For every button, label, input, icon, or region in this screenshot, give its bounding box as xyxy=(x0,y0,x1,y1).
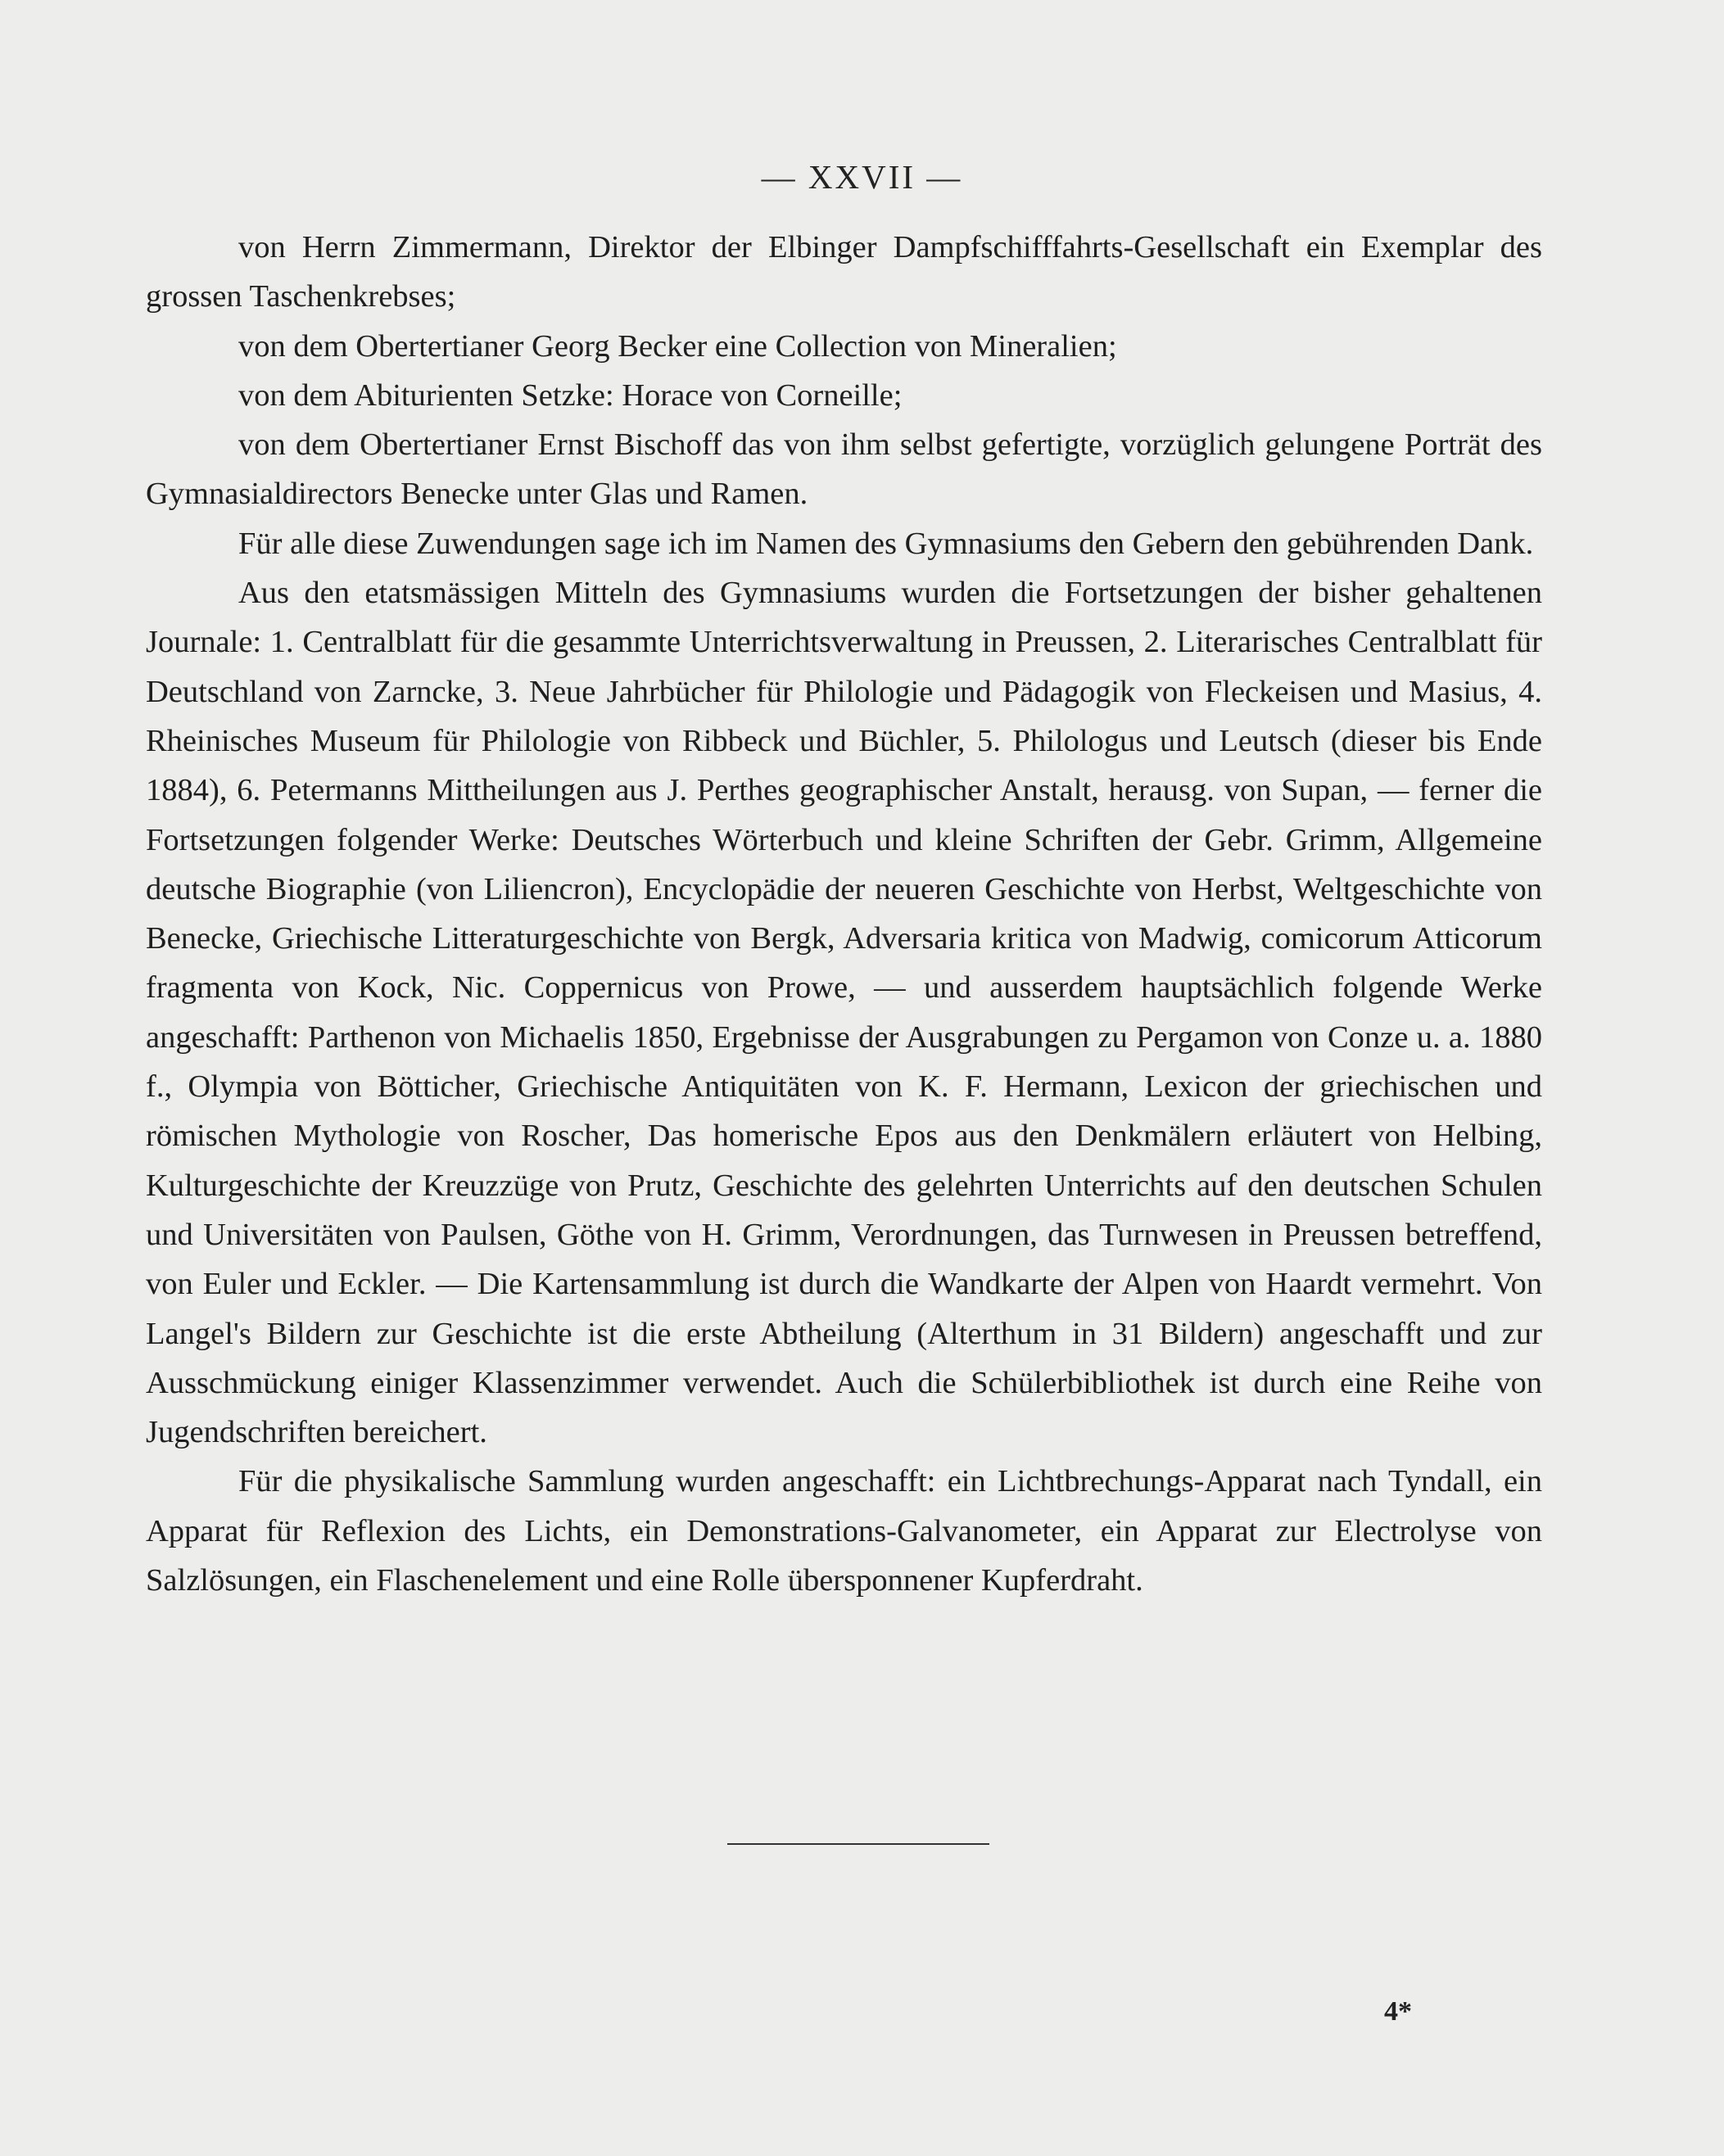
paragraph-setzke: von dem Abiturienten Setzke: Horace von Corneille; xyxy=(238,377,903,413)
paragraph-library-acquisitions: Aus den etatsmässigen Mitteln des Gymnasiums wurden die Fortsetzungen der bisher gehaltenen Journale: 1. Centralblatt für die gesammte Unterrichtsverwaltung in Preussen, 2. Literarisches Centralblatt für Deutschland von Zarncke, 3. Neue Jahrbücher für Philologie und Pädagogik von Fleckeisen und Masius, 4. Rheinisches Museum für Philologie von Ribbeck und Büchler, 5. Philologus und Leutsch (dieser bis Ende 1884), 6. Petermanns Mittheilungen aus J. Perthes geographischer Anstalt, herausg. von Supan, — ferner die Fortsetzungen folgender Werke: Deutsches Wörterbuch und kleine Schriften der Gebr. Grimm, Allgemeine deutsche Biographie (von Liliencron), Encyclopädie der neueren Geschichte von Herbst, Weltgeschichte von Benecke, Griechische Litteraturgeschichte von Bergk, Adversaria kritica von Madwig, comicorum Atticorum fragmenta von Kock, Nic. Coppernicus von Prowe, — und ausserdem hauptsächlich folgende Werke angeschafft: Parthenon von Michaelis 1850, Ergebnisse der Ausgrabungen zu Pergamon von Conze u. a. 1880 f., Olympia von Bötticher, Griechische Antiquitäten von K. F. Hermann, Lexicon der griechischen und römischen Mythologie von Roscher, Das homerische Epos aus den Denkmälern erläutert von Helbing, Kulturgeschichte der Kreuzzüge von Prutz, Geschichte des gelehrten Unterrichts auf den deutschen Schulen und Universitäten von Paulsen, Göthe von H. Grimm, Verordnungen, das Turnwesen in Preussen betreffend, von Euler und Eckler. — Die Kartensammlung ist durch die Wandkarte der Alpen von Haardt vermehrt. Von Langel's Bildern zur Geschichte ist die erste Abtheilung (Alterthum in 31 Bildern) angeschafft und zur Ausschmückung einiger Klassenzimmer verwendet. Auch die Schülerbibliothek ist durch eine Reihe von Jugendschriften bereichert. xyxy=(146,576,1542,1450)
section-divider xyxy=(727,1843,989,1845)
signature-mark: 4* xyxy=(1384,1996,1412,2027)
paragraph-bischoff: von dem Obertertianer Ernst Bischoff das von ihm selbst gefertigte, vorzüglich gelungene Porträt des Gymnasialdirectors Benecke unter Glas und Ramen. xyxy=(146,427,1542,512)
page-number-header: — XXVII — xyxy=(761,158,963,196)
paragraph-physics-collection: Für die physikalische Sammlung wurden angeschafft: ein Lichtbrechungs-Apparat nach Tyndall, ein Apparat für Reflexion des Lichts, ein Demonstrations-Galvanometer, ein Apparat zur Electrolyse von Salzlösungen, ein Flaschenelement und eine Rolle übersponnener Kupferdraht. xyxy=(146,1464,1542,1598)
paragraph-zimmermann: von Herrn Zimmermann, Direktor der Elbinger Dampfschifffahrts-Gesellschaft ein Exemplar des grossen Taschenkrebses; xyxy=(146,230,1542,314)
body-text xyxy=(146,223,1542,1605)
paragraph-thanks: Für alle diese Zuwendungen sage ich im Namen des Gymnasiums den Gebern den gebührenden Dank. xyxy=(238,526,1534,561)
paragraph-becker: von dem Obertertianer Georg Becker eine Collection von Mineralien; xyxy=(238,328,1117,364)
